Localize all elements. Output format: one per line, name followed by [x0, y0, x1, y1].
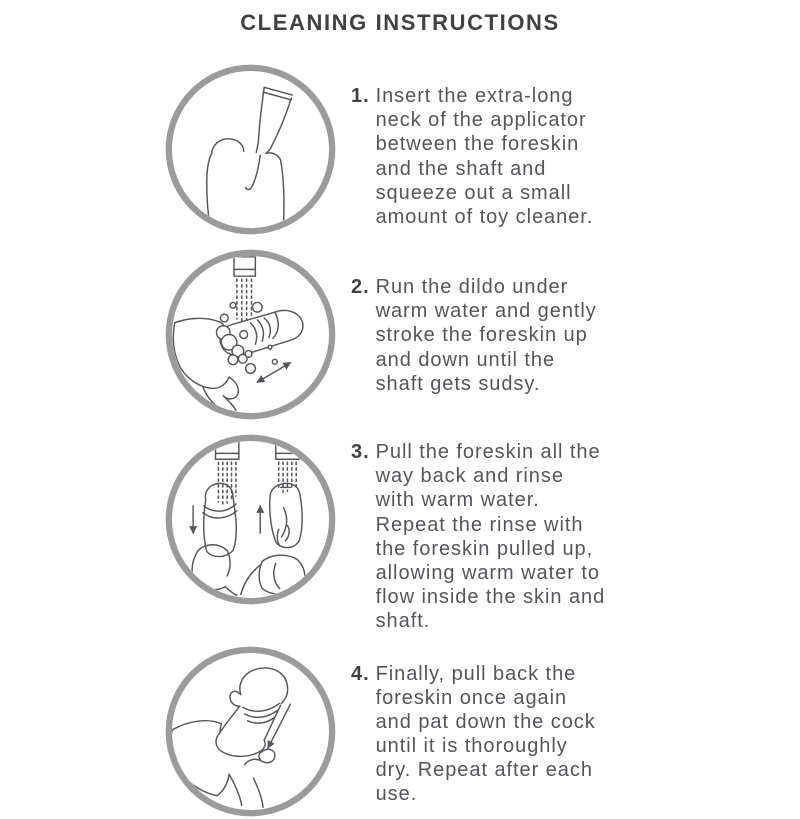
double-faucet-rinse-up-down-illustration [163, 432, 338, 607]
step-text: Run the dildo under warm water and gently stroke the foreskin up and down until the shaft gets sudsy. [375, 276, 597, 395]
step-text: Finally, pull back the foreskin once again and pat down the cock until it is thoroughly dry. Repeat after each use. [375, 662, 596, 806]
step-number: 1. [351, 85, 370, 107]
pat-dry-illustration [163, 644, 338, 819]
instruction-steps [0, 62, 800, 819]
step-text: Pull the foreskin all the way back and rinse with warm water. Repeat the rinse with the foreskin pulled up, allowing warm water to flow inside the skin and shaft. [375, 441, 606, 633]
applicator-tube-insert-illustration [163, 62, 338, 237]
step-row-2 [163, 247, 800, 422]
step-row-4 [163, 644, 800, 819]
step-row-1 [163, 62, 800, 237]
faucet-rinse-suds-stroke-illustration [163, 247, 338, 422]
step-1-text-block [351, 62, 609, 237]
step-number: 2. [351, 276, 370, 298]
step-2-text-block [351, 247, 609, 422]
step-number: 4. [351, 662, 370, 685]
step-text: Insert the extra-long neck of the applicator between the foreskin and the shaft and squeeze out a small amount of toy cleaner. [375, 85, 594, 228]
page-title: CLEANING INSTRUCTIONS [240, 10, 560, 35]
step-row-3 [163, 432, 800, 634]
step-number: 3. [351, 441, 370, 463]
step-3-text-block [351, 432, 609, 634]
step-4-text-block [351, 644, 609, 819]
